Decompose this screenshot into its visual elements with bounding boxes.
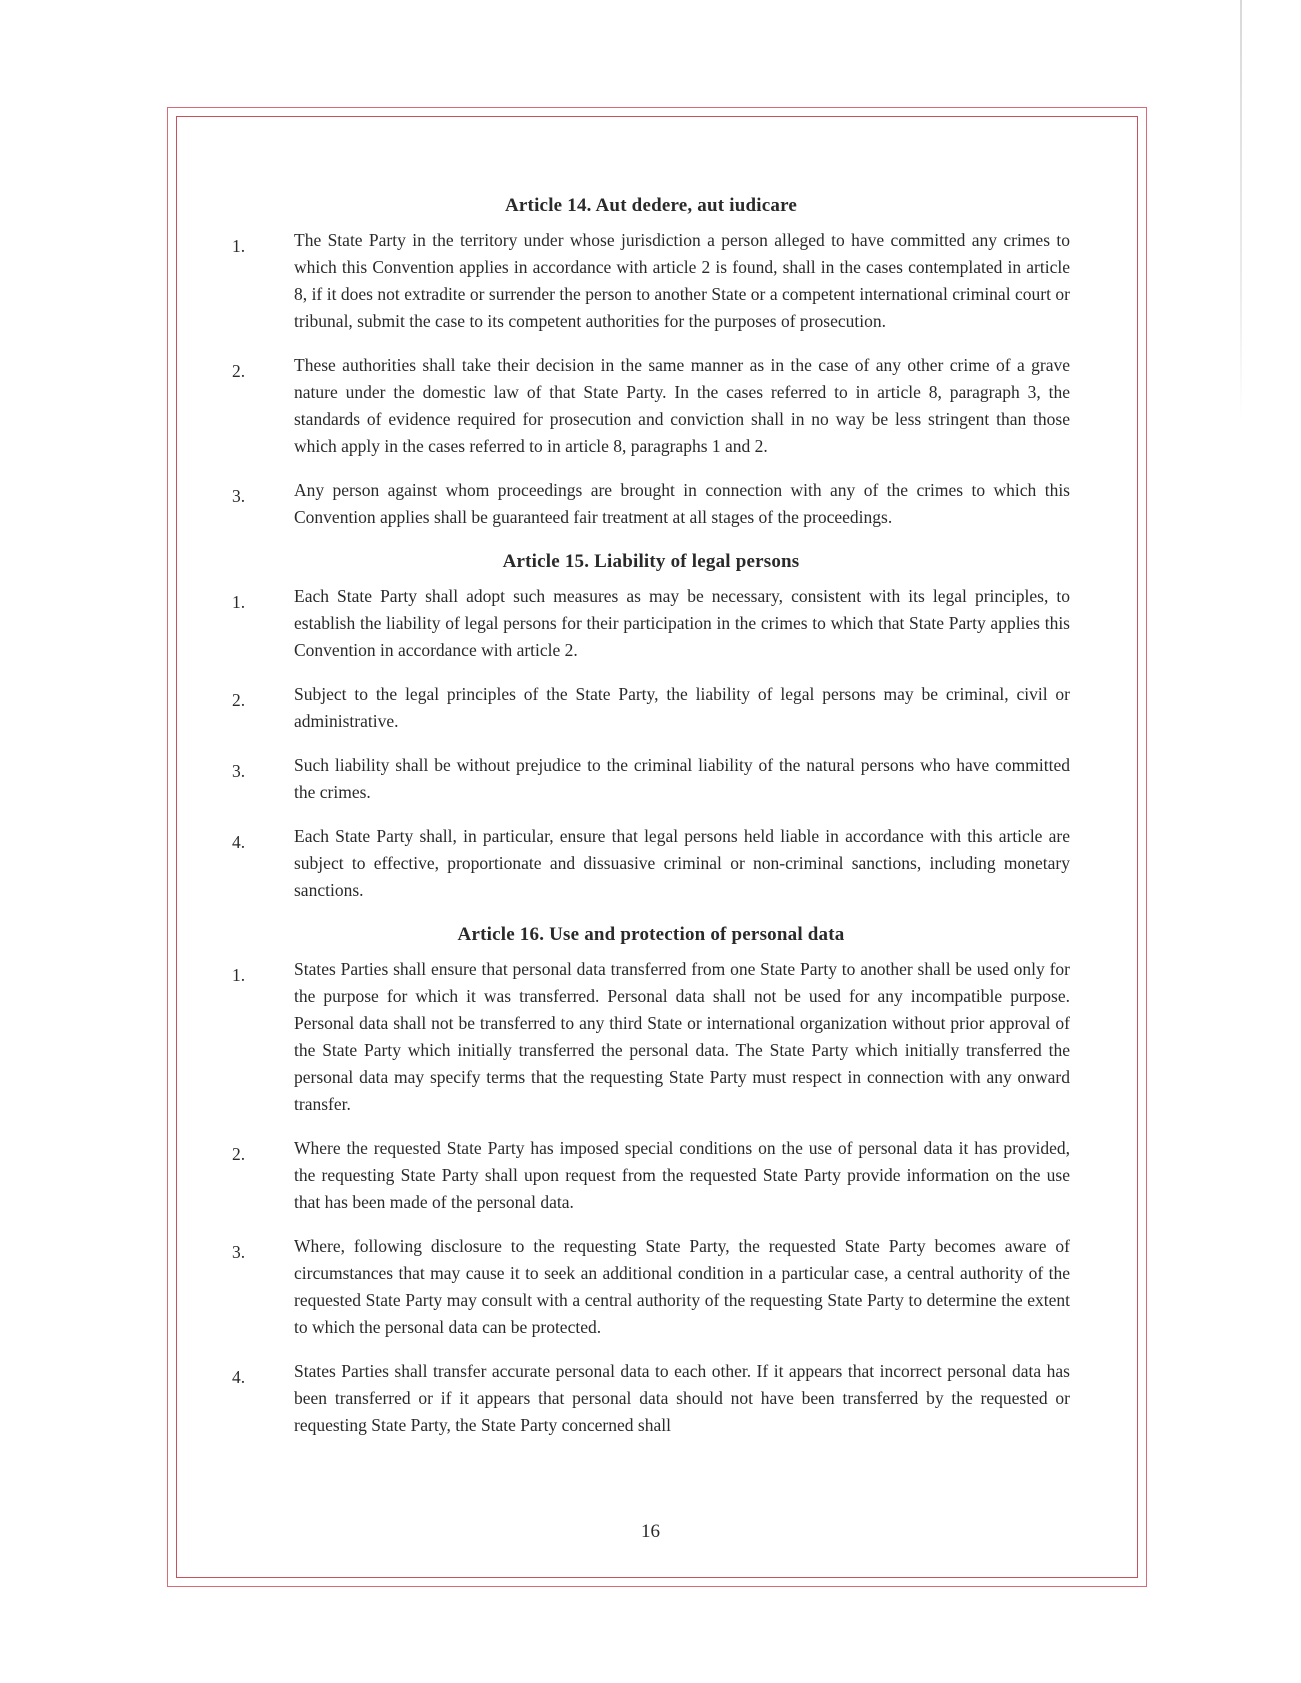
scan-edge-line [1240,0,1242,420]
paragraph-text: Each State Party shall adopt such measures as may be necessary, consistent with its legal principles, to establish the liability of legal persons for their participation in the crimes to which that State Party applies this Convention in accordance with article 2. [294,586,1070,660]
paragraph [232,1358,1070,1439]
paragraph [232,956,1070,1118]
paragraph [232,1135,1070,1216]
paragraph-number: 1. [232,592,246,612]
article-15 [232,551,1070,904]
paragraph-number: 4. [232,832,246,852]
paragraph-number: 2. [232,361,246,381]
paragraph-number: 1. [232,965,246,985]
paragraph-number: 4. [232,1367,246,1387]
article-title: Article 14. Aut dedere, aut iudicare [505,195,797,216]
paragraph-number: 3. [232,486,246,506]
paragraph-number: 2. [232,1144,246,1164]
paragraph [232,583,1070,664]
paragraph-number: 3. [232,1242,246,1262]
document-body [232,195,1070,1456]
page-number: 16 [641,1521,660,1542]
paragraph [232,1233,1070,1341]
article-title: Article 15. Liability of legal persons [502,551,800,572]
paragraph-text: Subject to the legal principles of the State Party, the liability of legal persons may be criminal, civil or administrative. [294,684,1070,731]
paragraph-number: 3. [232,761,246,781]
paragraph [232,352,1070,460]
paragraph-text: The State Party in the territory under whose jurisdiction a person alleged to have committed any crimes to which this Convention applies in accordance with article 2 is found, shall in the cases contemplated in article 8, if it does not extradite or surrender the person to another State or a competent international criminal court or tribunal, submit the case to its competent authorities for the purposes of prosecution. [294,230,1070,331]
paragraph-text: States Parties shall transfer accurate personal data to each other. If it appears that incorrect personal data has been transferred or if it appears that personal data should not have been transferred by the requested or requesting State Party, the State Party concerned shall [294,1361,1070,1435]
paragraph-text: These authorities shall take their decision in the same manner as in the case of any other crime of a grave nature under the domestic law of that State Party. In the cases referred to in article 8, paragraph 3, the standards of evidence required for prosecution and conviction shall in no way be less stringent than those which apply in the cases referred to in article 8, paragraphs 1 and 2. [294,355,1070,456]
paragraph-text: Where, following disclosure to the requesting State Party, the requested State Party becomes aware of circumstances that may cause it to seek an additional condition in a particular case, a central authority of the requested State Party may consult with a central authority of the requesting State Party to determine the extent to which the personal data can be protected. [294,1236,1070,1337]
paragraph [232,752,1070,806]
paragraph-text: Any person against whom proceedings are brought in connection with any of the crimes to which this Convention applies shall be guaranteed fair treatment at all stages of the proceedings. [294,480,1070,527]
paragraph [232,823,1070,904]
article-14 [232,195,1070,531]
paragraph [232,227,1070,335]
paragraph [232,681,1070,735]
paragraph-text: Where the requested State Party has imposed special conditions on the use of personal data it has provided, the requesting State Party shall upon request from the requested State Party provide information on the use that has been made of the personal data. [294,1138,1070,1212]
paragraph-number: 2. [232,690,246,710]
paragraph-number: 1. [232,236,246,256]
paragraph [232,477,1070,531]
paragraph-text: States Parties shall ensure that personal data transferred from one State Party to another shall be used only for the purpose for which it was transferred. Personal data shall not be used for any incompatible purpose. Personal data shall not be transferred to any third State or international organization without prior approval of the State Party which initially transferred the personal data. The State Party which initially transferred the personal data may specify terms that the requesting State Party must respect in connection with any onward transfer. [294,959,1070,1114]
paragraph-text: Each State Party shall, in particular, ensure that legal persons held liable in accordance with this article are subject to effective, proportionate and dissuasive criminal or non-criminal sanctions, including monetary sanctions. [294,826,1070,900]
paragraph-text: Such liability shall be without prejudice to the criminal liability of the natural persons who have committed the crimes. [294,755,1070,802]
article-16 [232,924,1070,1439]
article-title: Article 16. Use and protection of personal data [457,924,845,945]
